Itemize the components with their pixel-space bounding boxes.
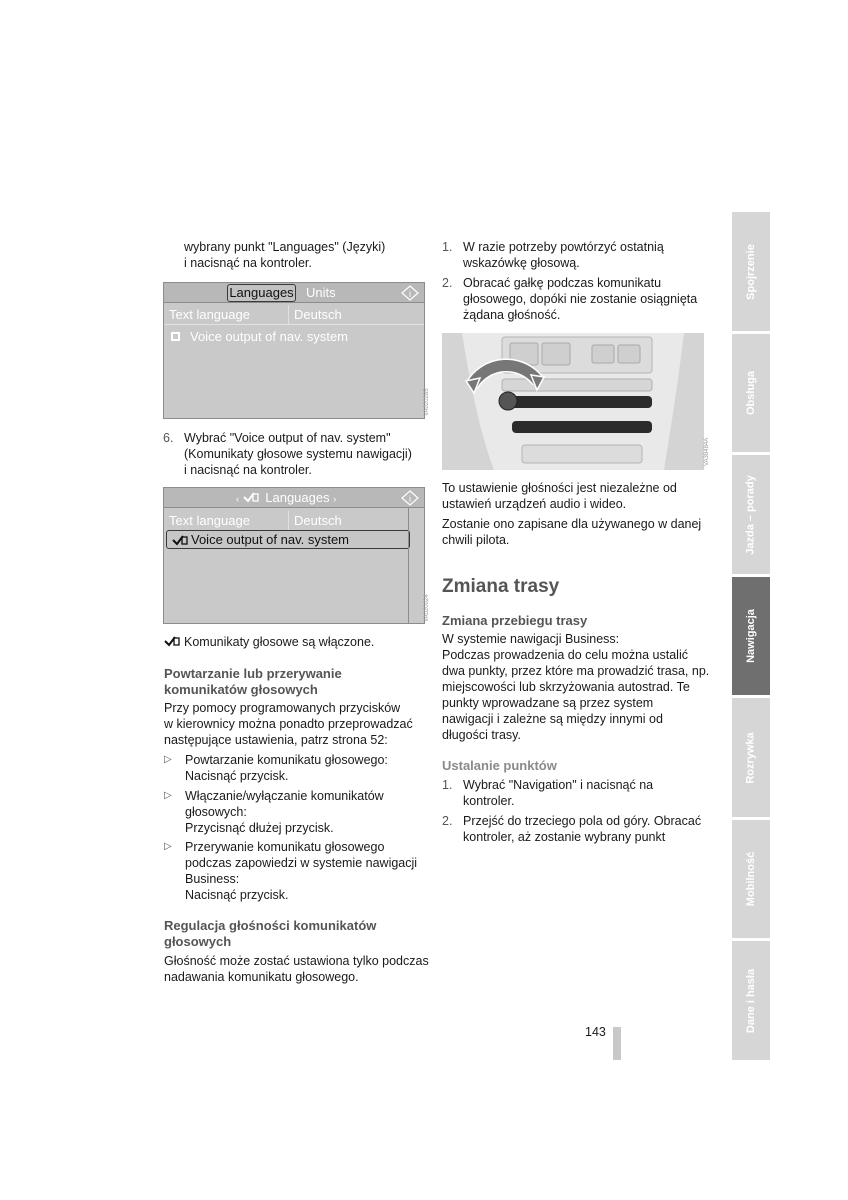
step-number: 2.: [442, 276, 453, 290]
step-2: [442, 275, 704, 323]
para-line: nawigacji i zależne są między innymi od: [442, 712, 663, 726]
image-code: VA020024: [424, 594, 430, 622]
row-value: Deutsch: [294, 307, 342, 322]
para-line: dwa punkty, przez które ma prowadzić trasa, np.: [442, 664, 710, 678]
row-value: Deutsch: [294, 513, 342, 528]
step-line: Wybrać "Navigation" i nacisnąć na: [463, 778, 654, 792]
step-line: żądana głośność.: [463, 308, 561, 322]
tab-rozrywka[interactable]: [732, 698, 770, 817]
heading-line: głosowych: [164, 934, 232, 949]
scroll-divider: [408, 508, 409, 624]
step-line: kontroler.: [463, 794, 515, 808]
row-voice-output[interactable]: [164, 327, 424, 346]
list-line: podczas zapowiedzi w systemie nawigacji: [185, 856, 418, 870]
para-line: ustawień urządzeń audio i wideo.: [442, 497, 627, 511]
repeat-paragraph: [164, 700, 426, 748]
idrive-screen-languages: [163, 487, 425, 624]
heading-volume: [164, 918, 426, 950]
info-icon[interactable]: [401, 285, 419, 301]
check-icon: [243, 491, 259, 503]
screen-title: [236, 490, 356, 506]
step-6: [163, 430, 425, 478]
volume-paragraph: [164, 953, 429, 985]
row-label: Text language: [169, 307, 250, 322]
para-line: To ustawienie głośności jest niezależne od: [442, 481, 677, 495]
tab-obsluga[interactable]: [732, 334, 770, 452]
step-number: 6.: [163, 431, 174, 445]
list-item: [164, 752, 426, 784]
svg-text:i: i: [409, 494, 411, 504]
para-line: długości trasy.: [442, 728, 521, 742]
heading-line: komunikatów głosowych: [164, 682, 318, 697]
intro-text: [184, 239, 424, 271]
image-code: VA38484A: [704, 437, 710, 466]
para-line: Głośność może zostać ustawiona tylko podczas: [164, 954, 429, 968]
row-label: Voice output of nav. system: [191, 532, 350, 547]
row-text-language[interactable]: [164, 305, 424, 324]
tab-jazda-porady[interactable]: [732, 455, 770, 574]
intro-line: wybrany punkt "Languages" (Języki): [184, 240, 386, 254]
triangle-bullet-icon: ▷: [164, 841, 172, 852]
tab-dane-i-hasla[interactable]: [732, 941, 770, 1060]
row-text-language[interactable]: [164, 511, 424, 530]
step-line: (Komunikaty głosowe systemu nawigacji): [184, 447, 412, 461]
tab-label: Obsługa: [745, 370, 758, 416]
tab-languages[interactable]: Languages: [227, 284, 296, 302]
step-2: [442, 813, 704, 845]
row-divider: [288, 305, 289, 324]
step-line: Obracać gałkę podczas komunikatu: [463, 276, 662, 290]
heading-repeat: [164, 666, 426, 698]
screen-title-text: Languages: [265, 490, 330, 505]
step-1: [442, 239, 704, 271]
row-label: Voice output of nav. system: [190, 329, 349, 344]
step-line: i nacisnąć na kontroler.: [184, 463, 312, 477]
image-code: VA020285: [424, 388, 430, 416]
step-1: [442, 777, 704, 809]
para-line: Zostanie ono zapisane dla używanego w danej: [442, 517, 702, 531]
step-line: głosowego, dopóki nie zostanie osiągnięta: [463, 292, 698, 306]
route-change-paragraph: [442, 631, 710, 743]
checkbox-checked-icon: [164, 635, 180, 647]
para-line: miejscowości lub skrzyżowania autostrad. Te: [442, 680, 690, 694]
list-line: Nacisnąć przycisk.: [185, 769, 289, 783]
check-note: [164, 634, 426, 650]
tab-mobilnosc[interactable]: [732, 820, 770, 938]
para-line: nadawania komunikatu głosowego.: [164, 970, 359, 984]
checkbox-empty-icon: [171, 332, 180, 341]
list-line: Przycisnąć dłużej przycisk.: [185, 821, 334, 835]
section-title: Zmiana trasy: [442, 576, 560, 597]
para-line: Podczas prowadzenia do celu można ustalić: [442, 648, 688, 662]
list-item: [164, 788, 426, 836]
triangle-bullet-icon: ▷: [164, 754, 172, 765]
para-line: W systemie nawigacji Business:: [442, 632, 620, 646]
audio-panel-photo: [442, 333, 704, 470]
paragraph-saved: [442, 516, 707, 548]
para-line: w kierownicy można ponadto przeprowadzać: [164, 717, 413, 731]
tab-nawigacja[interactable]: [732, 577, 770, 695]
row-voice-output-selected[interactable]: [166, 530, 410, 549]
list-line: Powtarzanie komunikatu głosowego:: [185, 753, 388, 767]
tab-label: Spojrzenie: [745, 243, 757, 300]
triangle-bullet-icon: ▷: [164, 790, 172, 801]
list-line: Przerywanie komunikatu głosowego: [185, 840, 385, 854]
page-marker-bar: [613, 1027, 621, 1060]
step-number: 1.: [442, 778, 453, 792]
row-label: Text language: [169, 513, 250, 528]
tab-label: Rozrywka: [745, 731, 758, 784]
step-line: Przejść do trzeciego pola od góry. Obracać: [463, 814, 702, 828]
paragraph-volume-independent: [442, 480, 707, 512]
tab-label: Dane i hasła: [745, 968, 758, 1033]
step-line: W razie potrzeby powtórzyć ostatnią: [463, 240, 664, 254]
idrive-screen-languages-units: [163, 282, 425, 419]
arrow-right-icon[interactable]: ›: [333, 494, 337, 504]
info-icon[interactable]: [401, 490, 419, 506]
para-line: punkty wprowadzane są przez system: [442, 696, 654, 710]
subsection-title: Ustalanie punktów: [442, 758, 557, 773]
tab-spojrzenie[interactable]: [732, 212, 770, 331]
tab-label: Mobilność: [745, 851, 758, 907]
list-line: Business:: [185, 872, 240, 886]
list-line: Włączanie/wyłączanie komunikatów: [185, 789, 384, 803]
para-line: następujące ustawienia, patrz strona 52:: [164, 733, 388, 747]
step-line: kontroler, aż zostanie wybrany punkt: [463, 830, 666, 844]
page-number: 143: [585, 1025, 606, 1039]
list-line: głosowych:: [185, 805, 247, 819]
arrow-left-icon[interactable]: ‹: [236, 494, 239, 504]
step-line: wskazówkę głosową.: [463, 256, 580, 270]
step-line: Wybrać "Voice output of nav. system": [184, 431, 391, 445]
tab-units[interactable]: Units: [306, 285, 336, 300]
para-line: chwili pilota.: [442, 533, 510, 547]
step-number: 1.: [442, 240, 453, 254]
heading-line: Powtarzanie lub przerywanie: [164, 666, 342, 681]
divider: [164, 324, 424, 325]
para-line: Przy pomocy programowanych przycisków: [164, 701, 401, 715]
subsection-title: Zmiana przebiegu trasy: [442, 613, 588, 628]
check-note-text: Komunikaty głosowe są włączone.: [184, 635, 375, 649]
list-line: Nacisnąć przycisk.: [185, 888, 289, 902]
step-number: 2.: [442, 814, 453, 828]
list-item: [164, 839, 426, 903]
intro-line: i nacisnąć na kontroler.: [184, 256, 312, 270]
svg-text:i: i: [409, 289, 411, 299]
row-divider: [288, 511, 289, 530]
heading-line: Regulacja głośności komunikatów: [164, 918, 377, 933]
tab-label: Nawigacja: [745, 609, 757, 663]
tab-label: Jazda – porady: [745, 474, 758, 555]
checkbox-checked-icon: [172, 534, 189, 546]
